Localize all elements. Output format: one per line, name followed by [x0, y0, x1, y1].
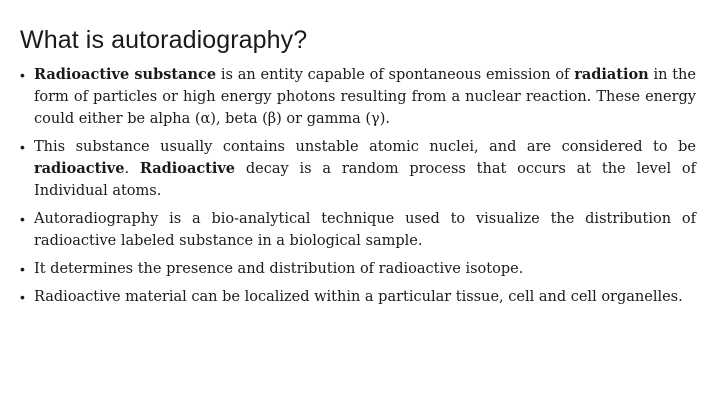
- bullet-text: Autoradiography is a bio-analytical technique used to visualize the distribution of radioactive labeled substance in a biological sample.: [34, 211, 696, 249]
- bullet-marker: •: [20, 67, 25, 83]
- bullet-text: This substance usually contains unstable atomic nuclei, and are considered to be: [34, 139, 696, 155]
- bullet-item: [20, 64, 696, 130]
- bullet-text: .: [124, 161, 140, 177]
- bullet-text: is an entity capable of spontaneous emission of: [216, 67, 575, 83]
- slide-title: What is autoradiography?: [20, 26, 308, 54]
- bullet-marker: •: [20, 261, 25, 277]
- bullet-text: decay is a random process that occurs at the level of Individual atoms.: [34, 161, 696, 199]
- bold-term: Radioactive substance: [34, 66, 217, 83]
- bullet-item: [20, 208, 696, 252]
- bullet-marker: •: [20, 289, 25, 305]
- bullet-marker: •: [20, 139, 25, 155]
- bullet-list: [20, 64, 696, 314]
- bullet-text: It determines the presence and distribution of radioactive isotope.: [34, 261, 524, 277]
- bullet-text: in the form of particles or high energy photons resulting from a nuclear reaction. These energy could either be alpha (α), beta (β) or gamma (γ).: [34, 67, 696, 127]
- bold-term: radiation: [574, 66, 649, 83]
- bullet-marker: •: [20, 211, 25, 227]
- bold-term: Radioactive: [139, 160, 236, 177]
- bullet-item: [20, 136, 696, 202]
- bullet-item: [20, 286, 696, 308]
- bullet-item: [20, 258, 696, 280]
- bullet-text: Radioactive material can be localized within a particular tissue, cell and cell organelles.: [34, 289, 683, 305]
- bold-term: radioactive: [34, 160, 125, 177]
